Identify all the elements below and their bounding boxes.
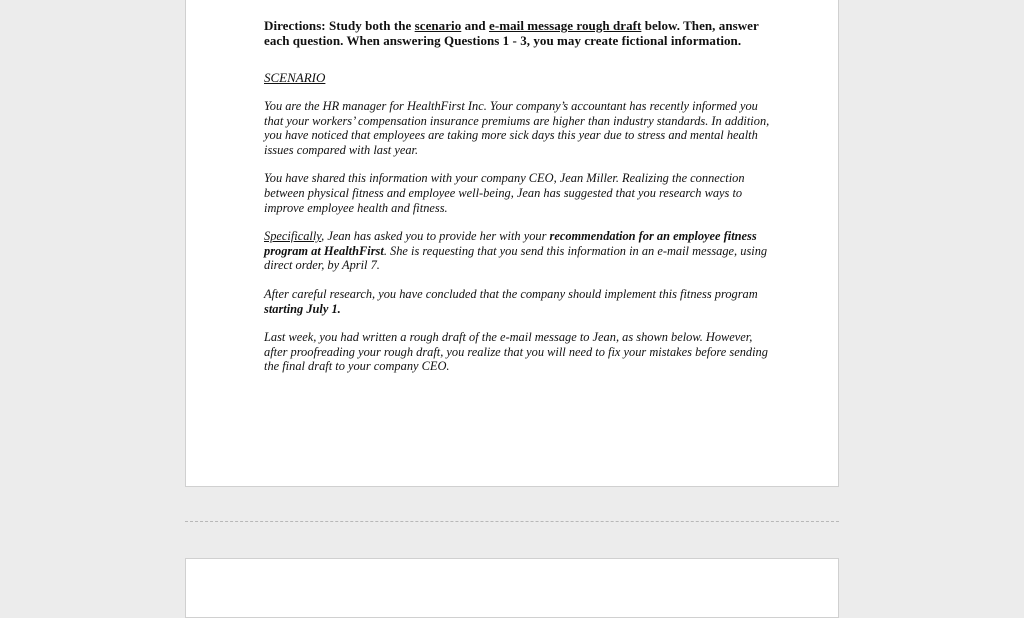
directions-text-2: and: [464, 18, 486, 33]
scenario-heading: SCENARIO: [264, 70, 326, 85]
recommendation-emphasis: recommendation for an employee fitness program at HealthFirst: [264, 229, 757, 258]
paragraph-4-text-1: After careful research, you have concluded that the company should implement this fitness program: [264, 286, 758, 301]
document-page-2: [185, 558, 839, 618]
page-content: [264, 18, 774, 374]
directions-label: Directions:: [264, 18, 326, 33]
scenario-paragraph-4: [264, 287, 774, 316]
directions-text-3: below. Then, answer each question. When answering Questions 1 - 3, you may create fictional information.: [264, 18, 759, 48]
scenario-paragraph-3: [264, 229, 774, 273]
directions-text-1: Study both the: [329, 18, 412, 33]
start-date-emphasis: starting July 1.: [264, 301, 341, 316]
scenario-paragraph-2: You have shared this information with your company CEO, Jean Miller. Realizing the connection between physical fitness and employee well-being, Jean has suggested that you research ways to improve employee health and fitness.: [264, 171, 745, 215]
directions-paragraph: [264, 18, 774, 48]
page-break-divider: [185, 521, 839, 522]
draft-reference: e-mail message rough draft: [489, 18, 642, 33]
specifically-word: Specifically: [264, 229, 322, 244]
paragraph-3-text-2: . She is requesting that you send this information in an e-mail message, using direct order, by April 7.: [264, 243, 768, 273]
scenario-paragraph-5: Last week, you had written a rough draft of the e-mail message to Jean, as shown below. However, after proofreading your rough draft, you realize that you will need to fix your mistakes before sending the final draft to your company CEO.: [264, 330, 768, 374]
paragraph-3-text-1: , Jean has asked you to provide her with your: [321, 229, 550, 244]
scenario-paragraph-1: You are the HR manager for HealthFirst Inc. Your company’s accountant has recently informed you that your workers’ compensation insurance premiums are higher than industry standards. In addition, you have noticed that employees are taking more sick days this year due to stress and mental health issues compared with last year.: [264, 99, 770, 157]
document-page-1: [185, 0, 839, 487]
scenario-reference: scenario: [414, 18, 462, 33]
